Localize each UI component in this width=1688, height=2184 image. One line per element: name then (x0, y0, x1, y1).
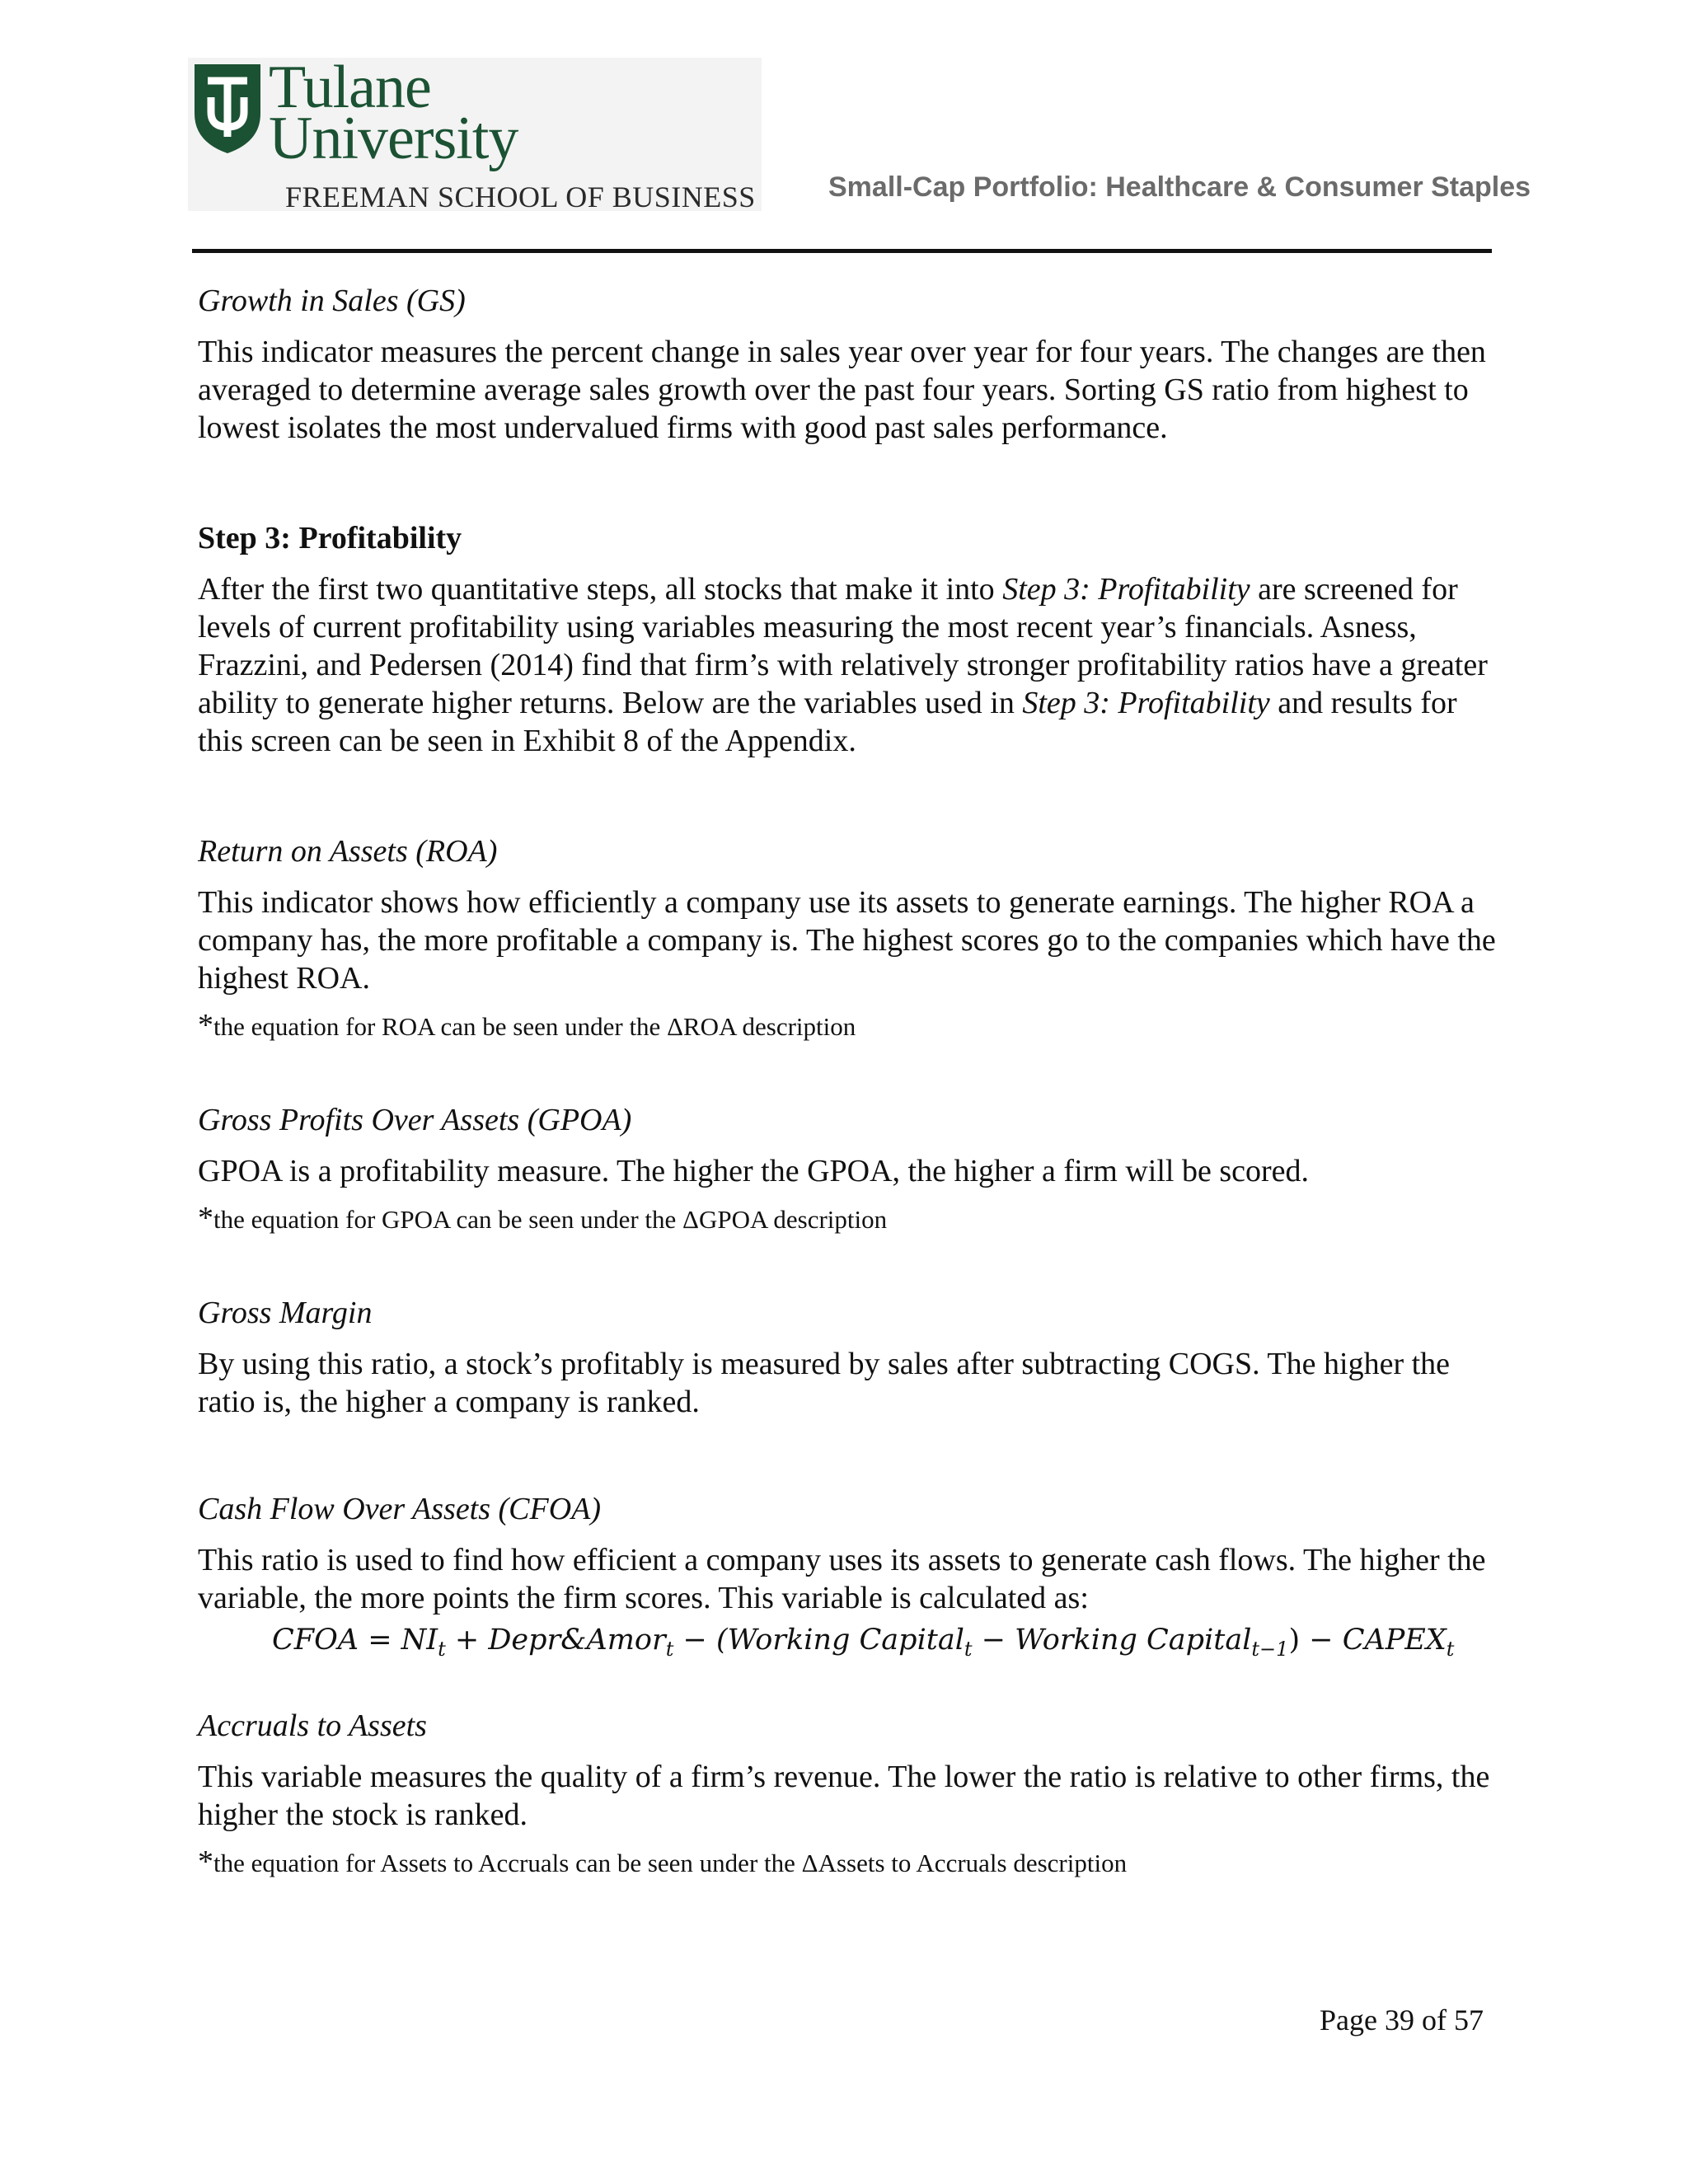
eq-capex: CAPEX (1342, 1624, 1447, 1657)
step3-body-italic-1: Step 3: Profitability (1002, 572, 1250, 607)
eq-dep: Depr&Amor (488, 1624, 666, 1657)
page-header (0, 0, 1688, 255)
page-body (198, 282, 1496, 1880)
section-title-cfoa: Cash Flow Over Assets (CFOA) (198, 1492, 602, 1526)
section-title-accruals: Accruals to Assets (198, 1708, 427, 1743)
logo-word-university: University (269, 105, 518, 172)
section-body-gross-margin: By using this ratio, a stock’s profitably is measured by sales after subtracting COGS. The higher the ratio is, the higher a company is ranked. (198, 1347, 1451, 1419)
eq-sub-t: t (665, 1638, 674, 1661)
step3-body-italic-2: Step 3: Profitability (1022, 686, 1270, 720)
page-number: Page 39 of 57 (1320, 2004, 1484, 2036)
roa-note-text: the equation for ROA can be seen under the ΔROA description (213, 1012, 856, 1041)
step3-body-text-3: and results for this screen can be seen in Exhibit 8 of the Appendix. (198, 686, 1457, 758)
logo-word-tulane: Tulane (269, 54, 431, 121)
eq-sub-t: t (1446, 1638, 1455, 1661)
accruals-note-text: the equation for Assets to Accruals can be seen under the ΔAssets to Accruals description (213, 1849, 1128, 1877)
section-body-roa: This indicator shows how efficiently a company use its assets to generate earnings. The higher ROA a company has, the more profitable a company is. The highest scores go to the companies which have the highest ROA. (198, 885, 1496, 996)
eq-sub-t: t (964, 1638, 973, 1661)
section-body-accruals: This variable measures the quality of a firm’s revenue. The lower the ratio is relative to other firms, the higher the stock is ranked. (198, 1760, 1490, 1832)
section-body-cfoa: This ratio is used to find how efficient a company uses its assets to generate cash flows. The higher the variable, the more points the firm scores. This variable is calculated as: (198, 1543, 1486, 1615)
section-title-gpoa: Gross Profits Over Assets (GPOA) (198, 1103, 632, 1137)
cfoa-equation: CFOA = $NI_t$ + Depr&Amor$_t$ − (Working Capital$_t$ − Working Capital$_{t-1}$) − $CAPEX_t$ (272, 1624, 1455, 1661)
section-note-gpoa: *the equation for GPOA can be seen under the ΔGPOA description (198, 1201, 888, 1235)
document-header-title: Small-Cap Portfolio: Healthcare & Consumer Staples (828, 171, 1531, 203)
tulane-freeman-logo (188, 54, 762, 213)
eq-wc1: (Working Capital (715, 1624, 964, 1657)
logo-school-name: FREEMAN SCHOOL OF BUSINESS (285, 180, 756, 213)
step3-body (198, 570, 1496, 760)
step3-body-text-2: are screened for levels of current profitability using variables measuring the most recent year’s financials. Asness, Frazzini, and Pedersen (2014) find that firm’s with relatively stronger profitability ratios have a greater ability to generate higher returns. Below are the variables used in (198, 572, 1488, 720)
eq-ni: NI (401, 1624, 438, 1657)
eq-wc2: Working Capital (1015, 1624, 1252, 1657)
step3-body-text-1: After the first two quantitative steps, all stocks that make it into (198, 572, 1003, 607)
eq-lhs: CFOA (272, 1624, 359, 1657)
gpoa-note-text: the equation for GPOA can be seen under the ΔGPOA description (213, 1205, 888, 1234)
shield-icon (191, 61, 264, 157)
section-body-gpoa: GPOA is a profitability measure. The higher the GPOA, the higher a firm will be scored. (198, 1154, 1309, 1188)
step3-heading: Step 3: Profitability (198, 521, 462, 555)
section-title-gs: Growth in Sales (GS) (198, 284, 466, 318)
eq-sub-t1: t−1 (1251, 1638, 1289, 1661)
section-note-roa: *the equation for ROA can be seen under the ΔROA description (198, 1008, 856, 1043)
section-title-roa: Return on Assets (ROA) (198, 834, 498, 869)
eq-sub-t: t (438, 1638, 446, 1661)
section-body-gs: This indicator measures the percent change in sales year over year for four years. The changes are then averaged to determine average sales growth over the past four years. Sorting GS ratio from highest to lowest isolates the most undervalued firms with good past sales performance. (198, 335, 1486, 445)
header-divider (192, 249, 1492, 253)
section-note-accruals: *the equation for Assets to Accruals can be seen under the ΔAssets to Accruals description (198, 1844, 1128, 1879)
section-title-gross-margin: Gross Margin (198, 1296, 373, 1330)
